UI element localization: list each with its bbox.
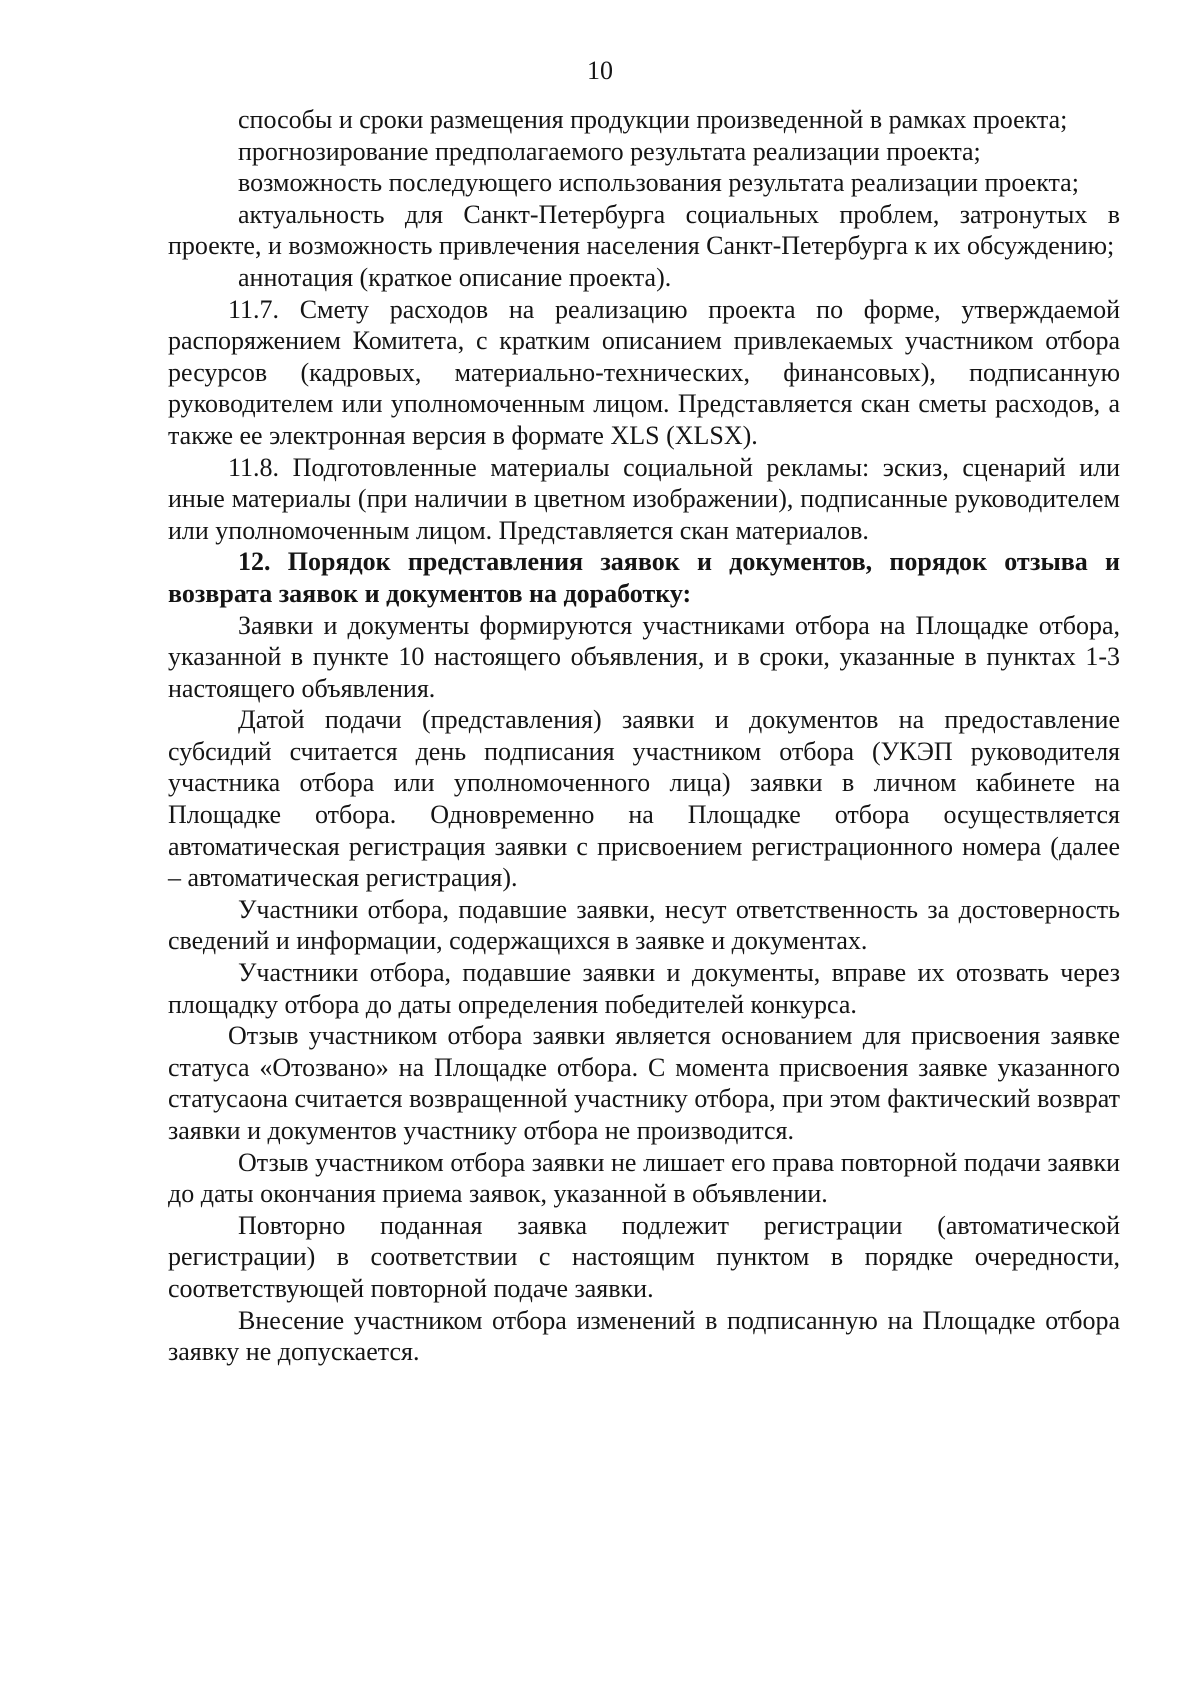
paragraph: способы и сроки размещения продукции произведенной в рамках проекта; [238, 105, 1068, 134]
document-body [168, 104, 1120, 1368]
section-heading: 12. Порядок представления заявок и документов, порядок отзыва и возврата заявок и документов на доработку: [168, 547, 1120, 608]
paragraph: Отзыв участником отбора заявки является основанием для присвоения заявке статуса «Отозвано» на Площадке отбора. С момента присвоения заявке указанного статусаона считается возвращенной участнику отбора, при этом фактический возврат заявки и документов участнику отбора не производится. [168, 1021, 1120, 1145]
paragraph: Отзыв участником отбора заявки не лишает его права повторной подачи заявки до даты окончания приема заявок, указанной в объявлении. [168, 1147, 1120, 1209]
paragraph: возможность последующего использования результата реализации проекта; [238, 168, 1079, 198]
paragraph: Заявки и документы формируются участниками отбора на Площадке отбора, указанной в пункте 10 настоящего объявления, и в сроки, указанные в пунктах 1-3 настоящего объявления. [168, 610, 1120, 703]
paragraph: Участники отбора, подавшие заявки, несут ответственность за достоверность сведений и информации, содержащихся в заявке и документах. [168, 894, 1120, 956]
paragraph: Внесение участником отбора изменений в подписанную на Площадке отбора заявку не допускается. [168, 1305, 1120, 1367]
paragraph: Датой подачи (представления) заявки и документов на предоставление субсидий считается день подписания участником отбора (УКЭП руководителя участника отбора или уполномоченного лица) заявки в личном кабинете на Площадке отбора. Одновременно на Площадке отбора осуществляется автоматическая регистрация заявки с присвоением регистрационного номера (далее – автоматическая регистрация). [168, 705, 1120, 893]
paragraph: прогнозирование предполагаемого результата реализации проекта; [238, 136, 981, 166]
paragraph: Повторно поданная заявка подлежит регистрации (автоматической регистрации) в соответствии с настоящим пунктом в порядке очередности, соответствующей повторной подаче заявки. [168, 1210, 1120, 1303]
paragraph: Участники отбора, подавшие заявки и документы, вправе их отозвать через площадку отбора до даты определения победителей конкурса. [168, 958, 1120, 1019]
paragraph: актуальность для Санкт-Петербурга социальных проблем, затронутых в проекте, и возможность привлечения населения Санкт-Петербурга к их обсуждению; [168, 199, 1120, 261]
page-number: 10 [587, 56, 613, 85]
clause-11-7: 11.7. Смету расходов на реализацию проекта по форме, утверждаемой распоряжением Комитета, с кратким описанием привлекаемых участником отбора ресурсов (кадровых, материально-технических, финансовых), подписанную руководителем или уполномоченным лицом. Представляется скан сметы расходов, а также ее электронная версия в формате XLS (XLSX). [168, 294, 1120, 450]
paragraph: аннотация (краткое описание проекта). [238, 262, 672, 292]
clause-11-8: 11.8. Подготовленные материалы социальной рекламы: эскиз, сценарий или иные материалы (при наличии в цветном изображении), подписанные руководителем или уполномоченным лицом. Представляется скан материалов. [168, 452, 1120, 545]
